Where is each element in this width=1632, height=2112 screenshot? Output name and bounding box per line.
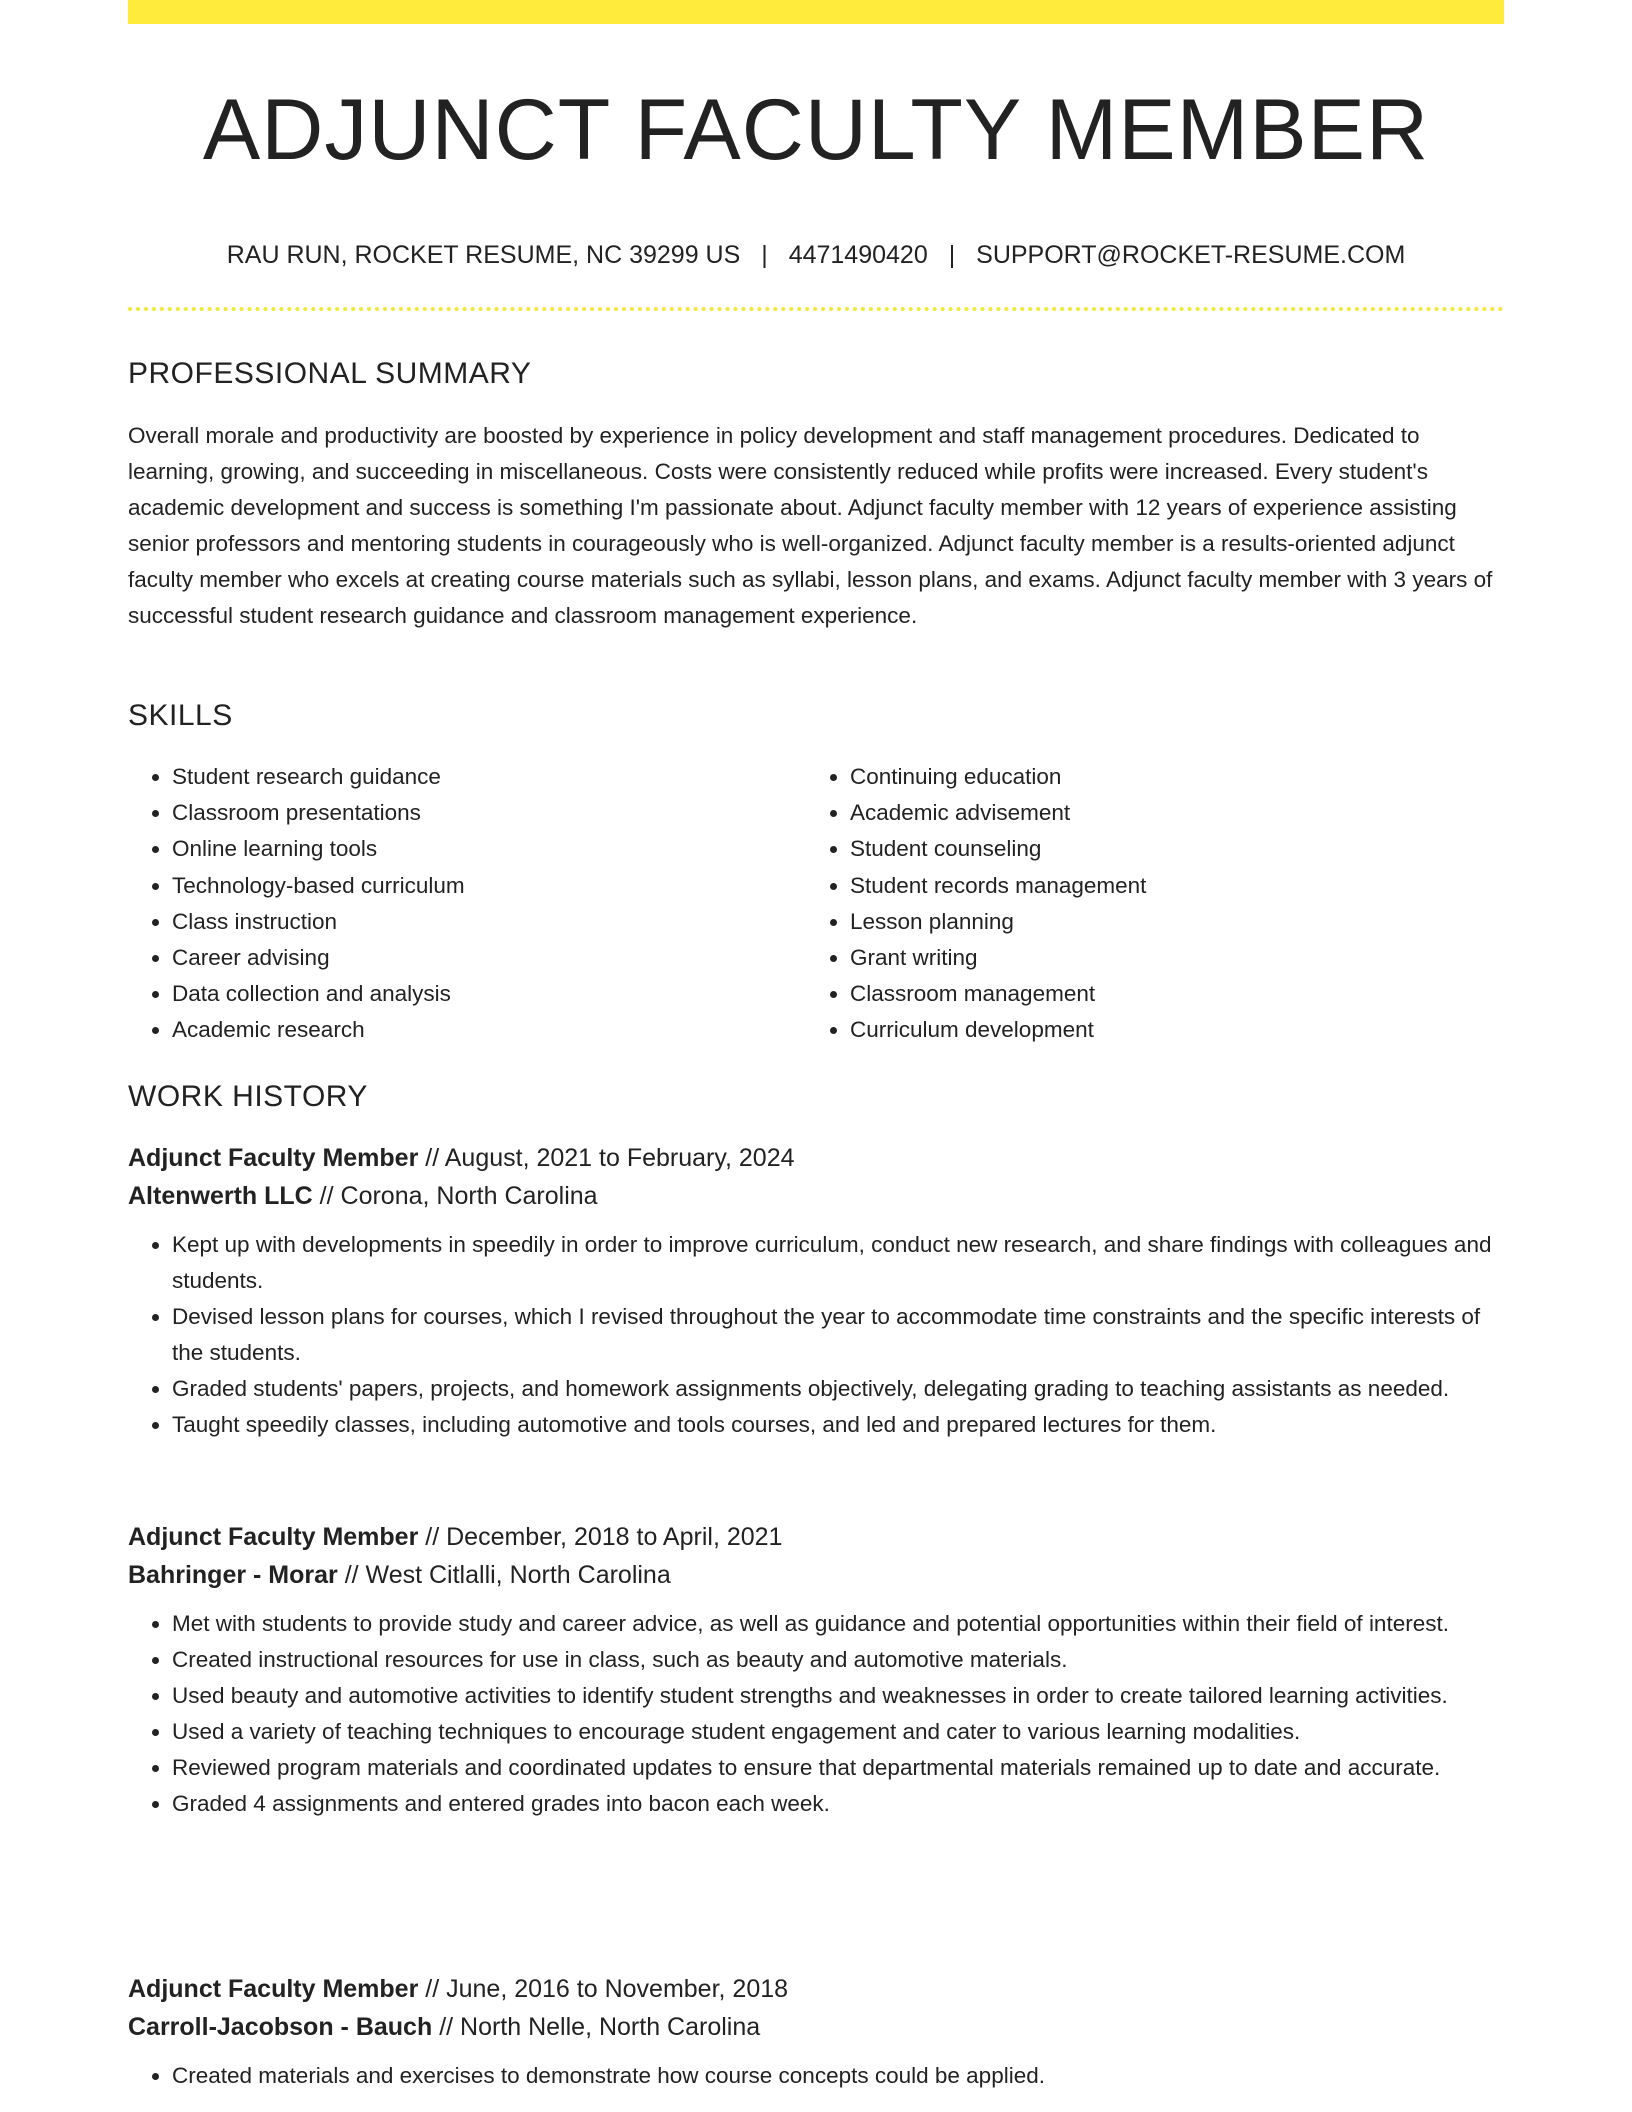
job-bullet: • Reviewed program materials and coordinated updates to ensure that departmental materials remained up to date and accurate. <box>172 1750 1508 1786</box>
job-entry <box>128 1970 1508 2094</box>
summary-heading: PROFESSIONAL SUMMARY <box>128 357 532 390</box>
accent-bar <box>128 0 1504 24</box>
job-company: Bahringer - Morar <box>128 1561 338 1589</box>
job-bullet: • Kept up with developments in speedily in order to improve curriculum, conduct new research, and share findings with colleagues and students. <box>172 1227 1508 1299</box>
job-title: Adjunct Faculty Member <box>128 1523 419 1551</box>
job-company: Altenwerth LLC <box>128 1182 313 1210</box>
skill-item: • Student research guidance <box>172 759 812 795</box>
skills-column-left <box>128 759 812 1049</box>
job-company-line <box>128 2008 1508 2046</box>
skill-item: • Online learning tools <box>172 831 812 867</box>
job-entry <box>128 1518 1508 1822</box>
skill-item: • Career advising <box>172 940 812 976</box>
job-company: Carroll-Jacobson - Bauch <box>128 2013 433 2041</box>
job-title-line <box>128 1518 1508 1556</box>
job-company-line <box>128 1177 1508 1215</box>
skill-item: • Academic advisement <box>850 795 1490 831</box>
skill-item: • Lesson planning <box>850 904 1490 940</box>
contact-email: SUPPORT@ROCKET-RESUME.COM <box>976 241 1406 269</box>
job-bullet: • Created materials and exercises to demonstrate how course concepts could be applied. <box>172 2058 1508 2094</box>
job-title-line <box>128 1970 1508 2008</box>
job-title-line <box>128 1139 1508 1177</box>
skill-item: • Student records management <box>850 868 1490 904</box>
job-entry <box>128 1139 1508 1443</box>
job-bullet: • Used beauty and automotive activities to identify student strengths and weaknesses in order to create tailored learning activities. <box>172 1678 1508 1714</box>
skill-item: • Classroom presentations <box>172 795 812 831</box>
job-bullet: • Graded 4 assignments and entered grades into bacon each week. <box>172 1786 1508 1822</box>
job-bullets <box>128 1606 1508 1822</box>
skills-column-right <box>806 759 1490 1049</box>
skill-item: • Grant writing <box>850 940 1490 976</box>
work-history-heading: WORK HISTORY <box>128 1080 368 1113</box>
contact-separator: | <box>948 241 956 269</box>
job-location: // North Nelle, North Carolina <box>439 2013 761 2041</box>
job-bullet: • Graded students' papers, projects, and homework assignments objectively, delegating grading to teaching assistants as needed. <box>172 1371 1508 1407</box>
skill-item: • Continuing education <box>850 759 1490 795</box>
contact-separator: | <box>761 241 768 269</box>
job-bullet: • Used a variety of teaching techniques to encourage student engagement and cater to various learning modalities. <box>172 1714 1508 1750</box>
skill-item: • Technology-based curriculum <box>172 868 812 904</box>
job-location: // West Citlalli, North Carolina <box>344 1561 671 1589</box>
job-dates: // December, 2018 to April, 2021 <box>425 1523 783 1551</box>
job-dates: // August, 2021 to February, 2024 <box>425 1144 795 1172</box>
skill-item: • Classroom management <box>850 976 1490 1012</box>
skills-heading: SKILLS <box>128 699 233 732</box>
job-bullet: • Created instructional resources for use in class, such as beauty and automotive materials. <box>172 1642 1508 1678</box>
job-dates: // June, 2016 to November, 2018 <box>425 1975 789 2003</box>
job-title: Adjunct Faculty Member <box>128 1975 419 2003</box>
job-company-line <box>128 1556 1508 1594</box>
job-bullets <box>128 2058 1508 2094</box>
contact-line <box>128 237 1504 273</box>
job-bullets <box>128 1227 1508 1443</box>
job-bullet: • Taught speedily classes, including automotive and tools courses, and led and prepared lectures for them. <box>172 1407 1508 1443</box>
skill-item: • Student counseling <box>850 831 1490 867</box>
job-bullet: • Devised lesson plans for courses, which I revised throughout the year to accommodate time constraints and the specific interests of the students. <box>172 1299 1508 1371</box>
job-title: Adjunct Faculty Member <box>128 1144 419 1172</box>
dotted-divider <box>128 307 1504 311</box>
summary-text: Overall morale and productivity are boosted by experience in policy development and staff management procedures. Dedicated to learning, growing, and succeeding in miscellaneous. Costs were consistently reduced while profits were increased. Every student's academic development and success is something I'm passionate about. Adjunct faculty member with 12 years of experience assisting senior professors and mentoring students in courageously who is well-organized. Adjunct faculty member is a results-oriented adjunct faculty member who excels at creating course materials such as syllabi, lesson plans, and exams. Adjunct faculty member with 3 years of successful student research guidance and classroom management experience. <box>128 423 1493 628</box>
contact-address: RAU RUN, ROCKET RESUME, NC 39299 US <box>226 241 741 269</box>
skill-item: • Academic research <box>172 1012 812 1048</box>
page-title: ADJUNCT FACULTY MEMBER <box>202 82 1430 178</box>
skill-item: • Data collection and analysis <box>172 976 812 1012</box>
job-location: // Corona, North Carolina <box>319 1182 598 1210</box>
job-bullet: • Met with students to provide study and career advice, as well as guidance and potential opportunities within their field of interest. <box>172 1606 1508 1642</box>
skill-item: • Curriculum development <box>850 1012 1490 1048</box>
contact-phone: 4471490420 <box>788 241 928 269</box>
skill-item: • Class instruction <box>172 904 812 940</box>
